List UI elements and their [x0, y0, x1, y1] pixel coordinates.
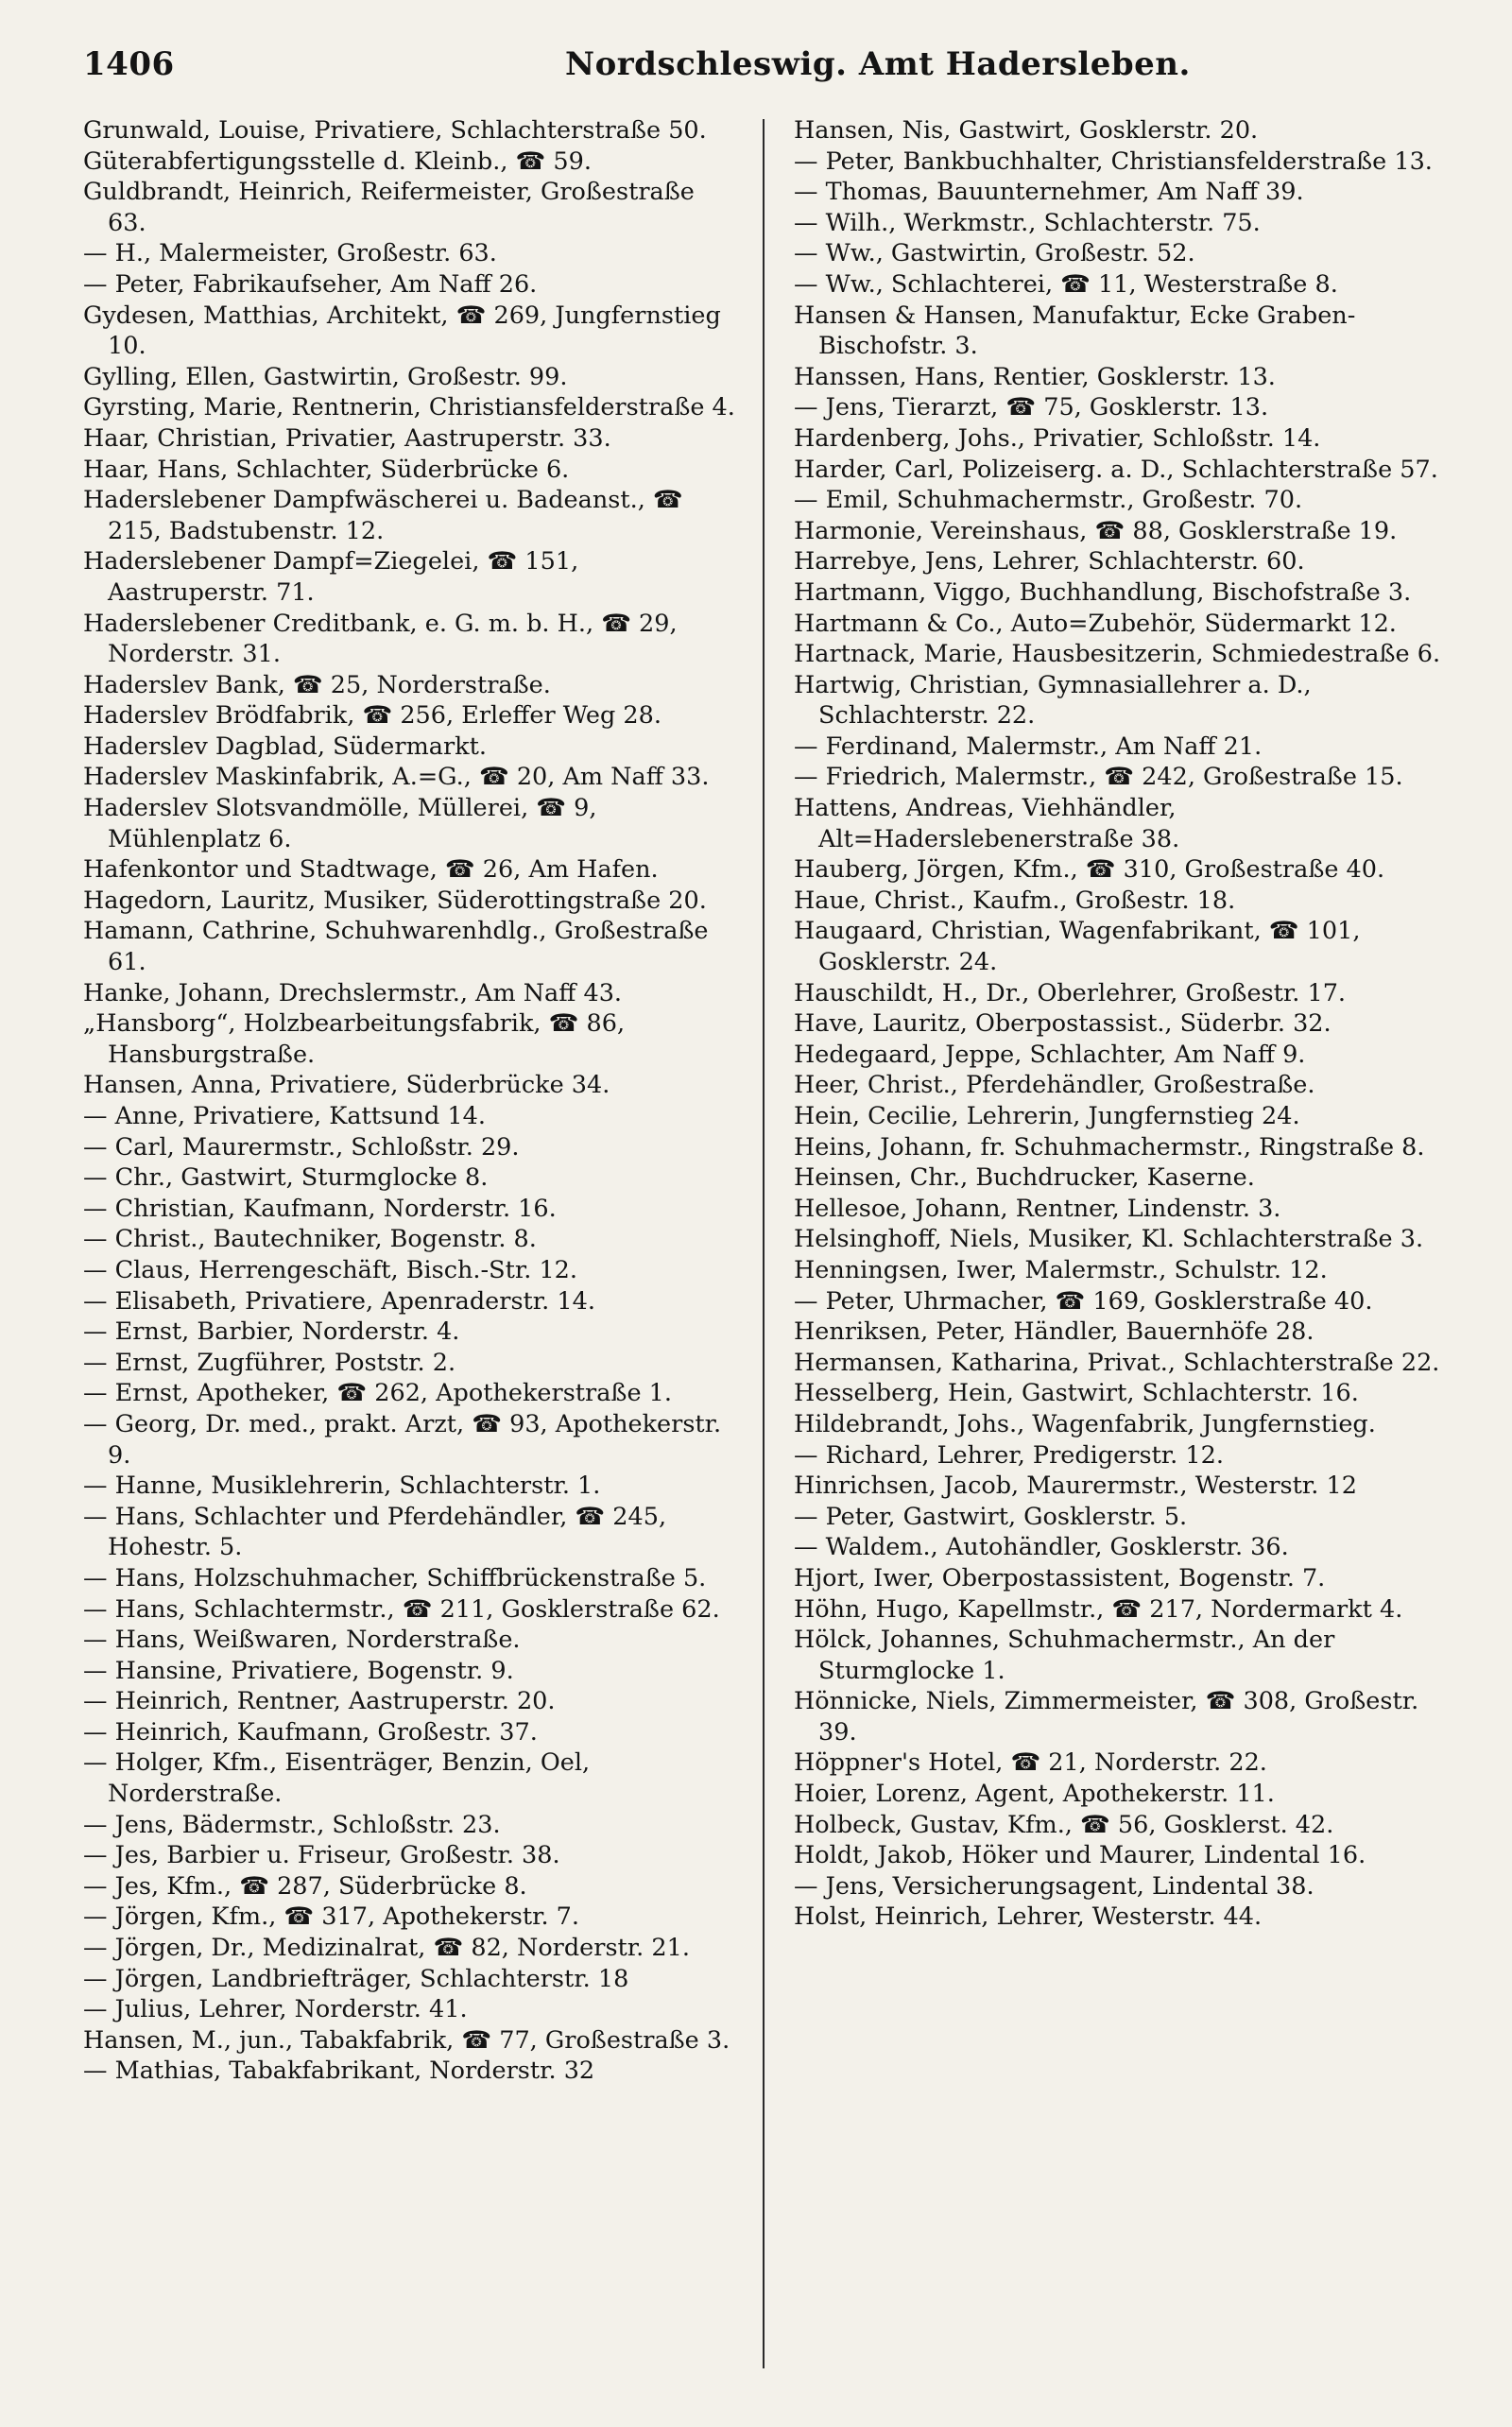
directory-entry: Haderslev Maskinfabrik, A.=G., ☎ 20, Am Naff 33. — [83, 763, 710, 792]
directory-entry: — Hanne, Musiklehrerin, Schlachterstr. 1. — [83, 1472, 601, 1501]
directory-entry: — Claus, Herrengeschäft, Bisch.-Str. 12. — [83, 1255, 577, 1284]
directory-entry: Haar, Hans, Schlachter, Süderbrücke 6. — [83, 455, 570, 484]
directory-entry: Hesselberg, Hein, Gastwirt, Schlachterstr. 16. — [794, 1379, 1359, 1408]
directory-entry: Guldbrandt, Heinrich, Reifermeister, Großestraße 63. — [83, 178, 695, 237]
directory-entry: — Wilh., Werkmstr., Schlachterstr. 75. — [794, 208, 1261, 237]
directory-entry: — H., Malermeister, Großestr. 63. — [83, 239, 497, 268]
directory-entry: — Georg, Dr. med., prakt. Arzt, ☎ 93, Apothekerstr. 9. — [83, 1409, 722, 1470]
directory-entry: Hattens, Andreas, Viehhändler, Alt=Haderslebenerstraße 38. — [794, 794, 1180, 853]
directory-entry: Hartnack, Marie, Hausbesitzerin, Schmiedestraße 6. — [794, 640, 1441, 669]
directory-entry: — Emil, Schuhmachermstr., Großestr. 70. — [794, 486, 1303, 515]
directory-entry: — Hans, Schlachtermstr., ☎ 211, Gosklerstraße 62. — [83, 1594, 720, 1624]
directory-entry: Haderslev Bank, ☎ 25, Norderstraße. — [83, 670, 551, 699]
directory-entry: Hermansen, Katharina, Privat., Schlachterstraße 22. — [794, 1348, 1440, 1377]
directory-entry: Güterabfertigungsstelle d. Kleinb., ☎ 59. — [83, 146, 592, 176]
directory-entry: — Peter, Gastwirt, Gosklerstr. 5. — [794, 1502, 1188, 1531]
directory-entry: Hein, Cecilie, Lehrerin, Jungfernstieg 24. — [794, 1102, 1300, 1130]
directory-entry: Holst, Heinrich, Lehrer, Westerstr. 44. — [794, 1902, 1263, 1932]
directory-entry: Haar, Christian, Privatier, Aastruperstr. 33. — [83, 423, 611, 453]
directory-entry: Helsinghoff, Niels, Musiker, Kl. Schlachterstraße 3. — [794, 1225, 1424, 1254]
directory-entry: Haderslebener Dampf=Ziegelei, ☎ 151, Aastruperstr. 71. — [83, 547, 579, 607]
directory-entry: Harrebye, Jens, Lehrer, Schlachterstr. 60. — [794, 547, 1305, 577]
directory-entry: Hauschildt, H., Dr., Oberlehrer, Großestr. 17. — [794, 978, 1347, 1007]
directory-entry: Hafenkontor und Stadtwage, ☎ 26, Am Hafen. — [83, 855, 659, 885]
directory-entry: Heins, Johann, fr. Schuhmachermstr., Ringstraße 8. — [794, 1132, 1425, 1162]
directory-entry: Haderslebener Dampfwäscherei u. Badeanst., ☎ 215, Badstubenstr. 12. — [83, 486, 683, 545]
directory-entry: Henriksen, Peter, Händler, Bauernhöfe 28. — [794, 1317, 1314, 1347]
directory-entry: — Holger, Kfm., Eisenträger, Benzin, Oel, Norderstraße. — [83, 1748, 591, 1809]
directory-entry: Henningsen, Iwer, Malermstr., Schulstr. 12. — [794, 1255, 1328, 1284]
directory-entry: Hardenberg, Johs., Privatier, Schloßstr. 14. — [794, 423, 1321, 453]
directory-entry: — Christian, Kaufmann, Norderstr. 16. — [83, 1194, 557, 1223]
directory-entry: Hönnicke, Niels, Zimmermeister, ☎ 308, Großestr. 39. — [794, 1687, 1419, 1747]
directory-entry: — Chr., Gastwirt, Sturmglocke 8. — [83, 1163, 489, 1193]
page-title: Nordschleswig. Amt Hadersleben. — [565, 45, 1191, 83]
directory-entry: Holbeck, Gustav, Kfm., ☎ 56, Gosklerst. 42. — [794, 1810, 1334, 1839]
directory-entry: — Jörgen, Landbriefträger, Schlachterstr. 18 — [83, 1964, 629, 1993]
directory-entry: — Julius, Lehrer, Norderstr. 41. — [83, 1995, 468, 2024]
directory-entry: — Jörgen, Dr., Medizinalrat, ☎ 82, Norderstr. 21. — [83, 1934, 690, 1963]
directory-entry: Gyrsting, Marie, Rentnerin, Christiansfelderstraße 4. — [83, 393, 735, 422]
directory-entry: Hanssen, Hans, Rentier, Gosklerstr. 13. — [794, 362, 1276, 391]
directory-entry: — Elisabeth, Privatiere, Apenraderstr. 14. — [83, 1286, 595, 1316]
directory-entry: — Ernst, Barbier, Norderstr. 4. — [83, 1317, 460, 1347]
directory-entry: Hinrichsen, Jacob, Maurermstr., Westerstr. 12 — [794, 1472, 1357, 1501]
directory-entry: — Hans, Schlachter und Pferdehändler, ☎ 245, Hohestr. 5. — [83, 1502, 667, 1562]
left-column — [83, 115, 735, 2087]
directory-entry: — Jörgen, Kfm., ☎ 317, Apothekerstr. 7. — [83, 1902, 580, 1932]
directory-entry: Hansen & Hansen, Manufaktur, Ecke Graben-Bischofstr. 3. — [794, 301, 1356, 361]
directory-entry: — Mathias, Tabakfabrikant, Norderstr. 32 — [83, 2057, 595, 2086]
directory-entry: Hölck, Johannes, Schuhmachermstr., An der Sturmglocke 1. — [794, 1626, 1335, 1685]
directory-entry: Hjort, Iwer, Oberpostassistent, Bogenstr. 7. — [794, 1563, 1326, 1592]
directory-entry: — Heinrich, Rentner, Aastruperstr. 20. — [83, 1687, 556, 1716]
page-number: 1406 — [83, 45, 175, 83]
directory-entry: — Hans, Holzschuhmacher, Schiffbrückenstraße 5. — [83, 1563, 707, 1592]
directory-entry: Heinsen, Chr., Buchdrucker, Kaserne. — [794, 1163, 1255, 1193]
directory-entry: Haderslev Dagblad, Südermarkt. — [83, 732, 487, 761]
directory-entry: — Waldem., Autohändler, Gosklerstr. 36. — [794, 1533, 1289, 1562]
directory-entry: — Hans, Weißwaren, Norderstraße. — [83, 1626, 521, 1655]
directory-entry: — Jens, Versicherungsagent, Lindental 38. — [794, 1871, 1314, 1901]
directory-entry: Höppner's Hotel, ☎ 21, Norderstr. 22. — [794, 1748, 1267, 1778]
directory-entry: Hellesoe, Johann, Rentner, Lindenstr. 3. — [794, 1194, 1281, 1223]
directory-entry: Hauberg, Jörgen, Kfm., ☎ 310, Großestraße 40. — [794, 855, 1385, 885]
directory-entry: Heer, Christ., Pferdehändler, Großestraße. — [794, 1071, 1315, 1100]
directory-entry: — Ernst, Apotheker, ☎ 262, Apothekerstraße 1. — [83, 1379, 672, 1408]
directory-entry: — Peter, Bankbuchhalter, Christiansfelderstraße 13. — [794, 146, 1433, 176]
directory-entry: — Ernst, Zugführer, Poststr. 2. — [83, 1348, 456, 1377]
directory-entry: Hedegaard, Jeppe, Schlachter, Am Naff 9. — [794, 1040, 1306, 1069]
directory-entry: — Thomas, Bauunternehmer, Am Naff 39. — [794, 178, 1304, 207]
directory-entry: — Ww., Gastwirtin, Großestr. 52. — [794, 239, 1195, 268]
directory-entry: Haderslev Brödfabrik, ☎ 256, Erleffer Weg 28. — [83, 701, 662, 731]
directory-entry: Have, Lauritz, Oberpostassist., Süderbr. 32. — [794, 1009, 1332, 1039]
directory-entry: Hansen, M., jun., Tabakfabrik, ☎ 77, Großestraße 3. — [83, 2025, 730, 2055]
directory-entry: Gylling, Ellen, Gastwirtin, Großestr. 99. — [83, 362, 568, 391]
directory-entry: Holdt, Jakob, Höker und Maurer, Lindental 16. — [794, 1841, 1366, 1870]
directory-entry: Harmonie, Vereinshaus, ☎ 88, Gosklerstraße 19. — [794, 516, 1398, 545]
directory-entry: Haderslev Slotsvandmölle, Müllerei, ☎ 9, Mühlenplatz 6. — [83, 794, 597, 853]
directory-entry: — Hansine, Privatiere, Bogenstr. 9. — [83, 1656, 514, 1685]
directory-entry: Hagedorn, Lauritz, Musiker, Süderottingstraße 20. — [83, 886, 707, 915]
directory-entry: Grunwald, Louise, Privatiere, Schlachterstraße 50. — [83, 116, 707, 145]
directory-entry: — Peter, Uhrmacher, ☎ 169, Gosklerstraße 40. — [794, 1286, 1373, 1316]
directory-entry: Gydesen, Matthias, Architekt, ☎ 269, Jungfernstieg 10. — [83, 301, 721, 361]
directory-entry: — Christ., Bautechniker, Bogenstr. 8. — [83, 1225, 537, 1254]
directory-entry: — Richard, Lehrer, Predigerstr. 12. — [794, 1440, 1224, 1470]
entry-columns — [83, 115, 1455, 2087]
directory-entry: — Ferdinand, Malermstr., Am Naff 21. — [794, 732, 1263, 761]
directory-entry: — Jens, Bädermstr., Schloßstr. 23. — [83, 1810, 501, 1839]
directory-entry: Hansen, Nis, Gastwirt, Gosklerstr. 20. — [794, 116, 1259, 145]
directory-entry: Hartmann & Co., Auto=Zubehör, Südermarkt 12. — [794, 609, 1397, 638]
directory-entry: Hartwig, Christian, Gymnasiallehrer a. D., Schlachterstr. 22. — [794, 670, 1312, 731]
directory-entry: Haue, Christ., Kaufm., Großestr. 18. — [794, 886, 1236, 915]
directory-entry: Hamann, Cathrine, Schuhwarenhdlg., Großestraße 61. — [83, 917, 709, 977]
directory-entry: Haderslebener Creditbank, e. G. m. b. H., ☎ 29, Norderstr. 31. — [83, 609, 678, 669]
directory-entry: — Carl, Maurermstr., Schloßstr. 29. — [83, 1132, 520, 1162]
directory-entry: — Jens, Tierarzt, ☎ 75, Gosklerstr. 13. — [794, 393, 1269, 422]
page-header — [83, 45, 1455, 98]
column-divider — [763, 119, 765, 2368]
directory-entry: „Hansborg“, Holzbearbeitungsfabrik, ☎ 86, Hansburgstraße. — [83, 1009, 626, 1069]
directory-entry: Höhn, Hugo, Kapellmstr., ☎ 217, Nordermarkt 4. — [794, 1594, 1403, 1624]
directory-entry: Hansen, Anna, Privatiere, Süderbrücke 34. — [83, 1071, 610, 1100]
directory-entry: — Peter, Fabrikaufseher, Am Naff 26. — [83, 269, 538, 299]
directory-entry: — Heinrich, Kaufmann, Großestr. 37. — [83, 1717, 538, 1747]
directory-entry: — Ww., Schlachterei, ☎ 11, Westerstraße 8. — [794, 269, 1338, 299]
directory-entry: — Friedrich, Malermstr., ☎ 242, Großestraße 15. — [794, 763, 1403, 792]
right-column — [794, 115, 1446, 2087]
directory-entry: Hoier, Lorenz, Agent, Apothekerstr. 11. — [794, 1780, 1275, 1809]
directory-entry: Harder, Carl, Polizeiserg. a. D., Schlachterstraße 57. — [794, 455, 1438, 484]
directory-entry: Haugaard, Christian, Wagenfabrikant, ☎ 101, Gosklerstr. 24. — [794, 917, 1361, 977]
directory-entry: — Jes, Kfm., ☎ 287, Süderbrücke 8. — [83, 1871, 527, 1901]
directory-entry: Hanke, Johann, Drechslermstr., Am Naff 43. — [83, 978, 623, 1007]
directory-entry: Hildebrandt, Johs., Wagenfabrik, Jungfernstieg. — [794, 1409, 1376, 1438]
directory-entry: Hartmann, Viggo, Buchhandlung, Bischofstraße 3. — [794, 577, 1412, 607]
directory-entry: — Anne, Privatiere, Kattsund 14. — [83, 1102, 486, 1130]
directory-entry: — Jes, Barbier u. Friseur, Großestr. 38. — [83, 1841, 560, 1870]
